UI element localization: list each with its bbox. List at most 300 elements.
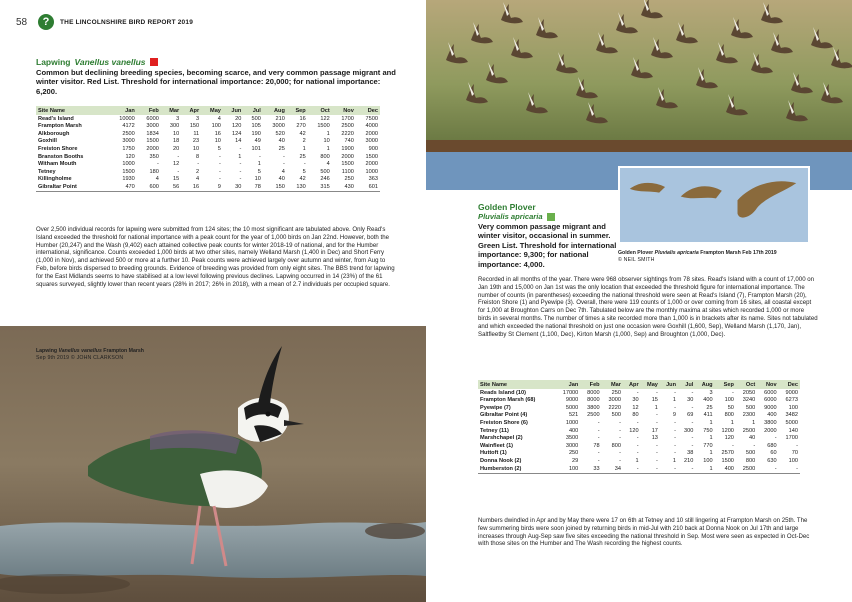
table-row: [36, 161, 380, 169]
count-cell: 120: [231, 123, 242, 130]
lapwing-common-name: Lapwing: [36, 57, 71, 67]
count-cell: -: [623, 465, 641, 473]
table-row: [478, 419, 800, 427]
caption-date-credit: Sep 9th 2019 © JOHN CLARKSON: [36, 354, 124, 361]
count-cell: 1500: [317, 123, 330, 130]
count-cell: 69: [687, 412, 694, 419]
count-cell: 300: [683, 427, 694, 434]
count-cell: 3800: [587, 404, 600, 411]
column-header: Jul: [678, 380, 695, 389]
column-header: Nov: [757, 380, 778, 389]
count-cell: 400: [703, 397, 713, 404]
golden-plover-body-text-2: Numbers dwindled in Apr and by May there were 17 on 6th at Tetney and 10 still lingering at Frampton Marsh on 25th. The few summering birds were soon joined by returning birds in mid-Jul with 210 back at Donna Nook on Jul 17th and large increases through Aug-Sep saw five sites exceeding the national threshold in Sep. Most were seen as expected in Oct-Dec with those sites on the Humber and The Wash recording the highest counts.: [478, 517, 810, 548]
count-cell: 1: [257, 161, 261, 168]
count-cell: 210: [275, 115, 285, 122]
site-name-cell: Gibraltar Point (4): [480, 412, 528, 419]
count-cell: 2000: [764, 427, 777, 434]
count-cell: 4: [217, 115, 221, 122]
count-cell: 13: [651, 435, 658, 442]
site-name-cell: Frampton Marsh: [38, 123, 82, 130]
count-cell: 1: [730, 419, 734, 426]
site-name-cell: Frampton Marsh (68): [480, 397, 536, 404]
site-name-cell: Tetney: [38, 168, 56, 175]
count-cell: 17000: [562, 389, 579, 396]
count-cell: 1: [695, 465, 714, 473]
count-cell: 20: [235, 115, 242, 122]
count-cell: 2000: [341, 153, 354, 160]
count-cell: 800: [724, 412, 734, 419]
table-row: [36, 138, 380, 146]
count-cell: 8000: [587, 389, 600, 396]
site-name-cell: Gibraltar Point: [36, 183, 108, 191]
gp-caption-location-date: Frampton Marsh Feb 17th 2019: [700, 250, 777, 256]
site-name-cell: Huttoft (1): [480, 450, 507, 457]
count-cell: 17: [651, 427, 658, 434]
caption-species: Lapwing: [36, 348, 58, 354]
count-cell: 680: [767, 442, 777, 449]
lapwing-photo-caption: [36, 348, 156, 361]
column-header: Dec: [779, 380, 800, 389]
count-cell: 5000: [785, 419, 798, 426]
table-row: [36, 145, 380, 153]
count-cell: 1750: [122, 145, 135, 152]
count-cell: 2570: [721, 450, 734, 457]
site-name-cell: Tetney (11): [480, 427, 509, 434]
count-cell: 430: [332, 183, 356, 191]
red-square-icon: [150, 58, 158, 66]
count-cell: 101: [251, 145, 261, 152]
count-cell: -: [219, 176, 221, 183]
count-cell: -: [674, 442, 677, 449]
count-cell: -: [597, 419, 600, 426]
gp-caption-scientific: Pluvialis apricaria: [654, 250, 699, 256]
count-cell: -: [674, 419, 677, 426]
count-cell: -: [656, 450, 658, 457]
table-row: [36, 176, 380, 184]
count-cell: 5: [257, 168, 261, 175]
count-cell: 246: [320, 176, 330, 183]
golden-plover-scientific-name: Pluvialis apricaria: [478, 212, 543, 221]
count-cell: -: [757, 465, 778, 473]
count-cell: 11: [193, 130, 200, 137]
count-cell: 4000: [365, 123, 378, 130]
count-cell: 120: [629, 427, 639, 434]
column-header: Apr: [623, 380, 641, 389]
table-row: [36, 123, 380, 131]
count-cell: 40: [749, 435, 756, 442]
count-cell: 10: [192, 145, 200, 152]
count-cell: 3500: [565, 435, 579, 442]
count-cell: -: [619, 435, 621, 442]
table-row: [36, 168, 380, 176]
count-cell: 12: [172, 161, 180, 168]
count-cell: -: [177, 153, 180, 160]
count-cell: 105: [251, 123, 261, 130]
count-cell: 400: [715, 465, 736, 473]
column-header: Feb: [580, 380, 601, 389]
count-cell: -: [636, 450, 639, 457]
count-cell: -: [678, 465, 695, 473]
count-cell: -: [156, 161, 159, 168]
count-cell: 16: [214, 130, 221, 137]
count-cell: 10: [172, 130, 180, 137]
count-cell: 4: [326, 161, 330, 168]
table-header-row: [36, 106, 380, 115]
table-row: [36, 130, 380, 138]
count-cell: 190: [251, 130, 261, 137]
count-cell: 23: [192, 138, 200, 145]
column-header: Mar: [602, 380, 623, 389]
column-header: Mar: [161, 106, 181, 115]
count-cell: 100: [555, 465, 580, 473]
count-cell: 6000: [764, 397, 777, 404]
gp-caption-credit: © NEIL SMITH: [618, 256, 655, 263]
question-mark-circle-icon: ?: [38, 14, 54, 30]
lapwing-heading: [36, 57, 158, 67]
count-cell: -: [282, 161, 285, 168]
count-cell: 3000: [565, 442, 579, 449]
site-name-cell: Killingholme: [38, 176, 72, 183]
column-header: Site Name: [36, 106, 108, 115]
count-cell: 100: [724, 397, 734, 404]
column-header: Jun: [223, 106, 243, 115]
count-cell: 600: [137, 183, 161, 191]
count-cell: 270: [296, 123, 306, 130]
count-cell: -: [197, 161, 200, 168]
count-cell: 10: [323, 138, 330, 145]
count-cell: 1834: [146, 130, 159, 137]
count-cell: 9000: [565, 397, 579, 404]
count-cell: 30: [687, 397, 694, 404]
count-cell: 78: [593, 442, 600, 449]
count-cell: 124: [231, 130, 242, 137]
count-cell: 70: [791, 450, 798, 457]
count-cell: -: [619, 427, 621, 434]
count-cell: 3482: [785, 412, 798, 419]
column-header: Oct: [308, 106, 332, 115]
count-cell: -: [177, 168, 180, 175]
golden-plover-inset-photo: [618, 166, 810, 244]
table-row: [478, 465, 800, 473]
count-cell: 30: [223, 183, 243, 191]
count-cell: -: [597, 457, 600, 464]
count-cell: -: [239, 145, 242, 152]
table-row: [478, 457, 800, 465]
count-cell: 1900: [341, 145, 354, 152]
count-cell: 5: [217, 145, 221, 152]
count-cell: 150: [263, 183, 287, 191]
count-cell: 2050: [742, 389, 756, 396]
table-row: [36, 183, 380, 191]
site-name-cell: Goxhill: [38, 138, 57, 145]
count-cell: 1500: [146, 138, 159, 145]
count-cell: 15: [172, 176, 180, 183]
count-cell: 2500: [341, 123, 354, 130]
count-cell: 1500: [341, 161, 354, 168]
count-cell: 1700: [785, 435, 798, 442]
lapwing-scientific-name: Vanellus vanellus: [74, 57, 146, 67]
count-cell: 521: [568, 412, 579, 419]
count-cell: 3000: [146, 123, 159, 130]
count-cell: 100: [788, 404, 798, 411]
column-header: Aug: [263, 106, 287, 115]
count-cell: 10: [254, 176, 261, 183]
count-cell: 800: [745, 457, 756, 464]
column-header: May: [641, 380, 660, 389]
count-cell: 6000: [146, 115, 159, 122]
count-cell: 900: [368, 145, 378, 152]
site-name-cell: Marshchapel (2): [480, 435, 523, 442]
count-cell: 470: [108, 183, 137, 191]
column-header: Jan: [555, 380, 580, 389]
count-cell: 100: [211, 123, 221, 130]
count-cell: -: [732, 389, 734, 396]
count-cell: 120: [125, 153, 135, 160]
column-header: Dec: [356, 106, 380, 115]
count-cell: -: [619, 457, 621, 464]
site-name-cell: Wainfleet (1): [480, 442, 514, 449]
golden-plover-count-table: [478, 380, 800, 474]
count-cell: 1: [654, 404, 658, 411]
lapwing-body-text: Over 2,500 individual records for lapwing were submitted from 124 sites; the 10 most significant are tabulated above. Only Read's Island exceeded the threshold for national importance with a peak count for the year of 1,000 birds on Jan 22nd. However, both the Humber (20,247) and the Wash (9,402) each attained collective peak counts for winter 2018-19 of national, and for the Humber international, significance. Counts exceeded 1,000 birds at two other sites, namely Welland Marsh (1,400 in Dec) and Short Ferry (1,000 in Nov), and achieved 500 or more at a further 10. Peak counts were achieved largely over autumn and winter, from Aug to Feb, before birds dispersed to breeding grounds. Evidence of breeding was provided from only eight sites. The BBS trend for lapwing for the East Midlands seems to have stabilised at a low level following previous declines. Lapwing occurred in 14 (23%) of the 61 squares surveyed, slightly lower than recent years (28% in 2017; 26% in 2018), with a mean of 2.7 individuals per occupied square.: [36, 226, 395, 288]
count-cell: -: [674, 389, 677, 396]
count-cell: -: [597, 450, 600, 457]
page-number: 58: [16, 16, 28, 28]
count-cell: 4172: [122, 123, 135, 130]
count-cell: -: [636, 419, 639, 426]
count-cell: 411: [703, 412, 713, 419]
table-row: [478, 435, 800, 443]
count-cell: 250: [611, 389, 621, 396]
count-cell: 500: [251, 115, 261, 122]
count-cell: 1: [326, 130, 330, 137]
count-cell: 1: [709, 450, 713, 457]
count-cell: -: [597, 427, 600, 434]
waders-flock-photo: [426, 0, 852, 190]
count-cell: 14: [235, 138, 242, 145]
count-cell: 18: [172, 138, 180, 145]
count-cell: 2000: [365, 161, 378, 168]
column-header: Sep: [715, 380, 736, 389]
caption-location: Frampton Marsh: [103, 348, 144, 354]
count-cell: 363: [368, 176, 378, 183]
site-name-cell: Pyewipe (7): [480, 404, 511, 411]
table-row: [478, 442, 800, 450]
count-cell: 1: [672, 457, 677, 464]
count-cell: -: [674, 404, 677, 411]
table-row: [36, 115, 380, 123]
count-cell: 1: [326, 145, 330, 152]
count-cell: 2220: [608, 404, 621, 411]
count-cell: 1: [238, 153, 242, 160]
golden-plover-name-line: [478, 212, 555, 221]
count-cell: -: [656, 442, 658, 449]
count-cell: 49: [254, 138, 261, 145]
count-cell: 3000: [122, 138, 135, 145]
count-cell: 2: [196, 168, 200, 175]
count-cell: 3: [176, 115, 180, 122]
count-cell: 3800: [764, 419, 777, 426]
golden-plover-heading: [478, 202, 536, 212]
column-header: Aug: [695, 380, 714, 389]
caption-scientific: Vanellus vanellus: [58, 348, 102, 354]
count-cell: -: [619, 419, 621, 426]
count-cell: -: [796, 442, 798, 449]
count-cell: -: [303, 161, 306, 168]
count-cell: 20: [172, 145, 180, 152]
count-cell: -: [691, 442, 694, 449]
green-square-icon: [547, 213, 555, 221]
lapwing-count-table: [36, 106, 380, 192]
count-cell: 2500: [742, 427, 756, 434]
column-header: Feb: [137, 106, 161, 115]
count-cell: 4: [196, 176, 200, 183]
count-cell: 210: [683, 457, 694, 464]
column-header: Sep: [287, 106, 308, 115]
site-name-cell: Branston Booths: [38, 153, 84, 160]
count-cell: -: [753, 442, 756, 449]
count-cell: 400: [767, 412, 777, 419]
count-cell: 120: [724, 435, 734, 442]
count-cell: 9000: [764, 404, 777, 411]
count-cell: 1000: [565, 419, 579, 426]
count-cell: -: [674, 450, 677, 457]
count-cell: 60: [770, 450, 777, 457]
count-cell: 400: [568, 427, 579, 434]
table-header-row: [478, 380, 800, 389]
column-header: May: [201, 106, 223, 115]
column-header: Jul: [243, 106, 263, 115]
count-cell: 750: [703, 427, 713, 434]
count-cell: 630: [767, 457, 777, 464]
count-cell: -: [691, 435, 694, 442]
count-cell: 2300: [742, 412, 756, 419]
count-cell: 10: [214, 138, 221, 145]
site-name-cell: Donna Nook (2): [480, 457, 522, 464]
count-cell: 2000: [365, 130, 378, 137]
count-cell: 500: [745, 404, 756, 411]
count-cell: 500: [745, 450, 756, 457]
column-header: Apr: [181, 106, 201, 115]
count-cell: 25: [706, 404, 713, 411]
count-cell: 601: [356, 183, 380, 191]
page-header: [16, 14, 193, 30]
count-cell: 100: [703, 457, 713, 464]
count-cell: -: [674, 435, 677, 442]
column-header: Jun: [660, 380, 678, 389]
table-row: [478, 389, 800, 397]
count-cell: 1500: [721, 457, 734, 464]
count-cell: 1: [672, 397, 677, 404]
count-cell: -: [641, 465, 660, 473]
column-header: Jan: [108, 106, 137, 115]
count-cell: 3240: [742, 397, 756, 404]
count-cell: -: [656, 419, 658, 426]
count-cell: 250: [344, 176, 354, 183]
table-row: [478, 404, 800, 412]
lapwing-photo: [0, 326, 426, 602]
count-cell: -: [691, 404, 694, 411]
site-name-cell: Freiston Shore (6): [480, 419, 528, 426]
count-cell: 9: [201, 183, 223, 191]
count-cell: 25: [299, 153, 306, 160]
count-cell: 8: [196, 153, 200, 160]
golden-plover-common-name: Golden Plover: [478, 202, 536, 212]
count-cell: -: [239, 168, 242, 175]
report-title: THE LINCOLNSHIRE BIRD REPORT 2019: [60, 18, 194, 26]
count-cell: -: [656, 412, 658, 419]
count-cell: 38: [687, 450, 694, 457]
count-cell: 800: [611, 442, 621, 449]
count-cell: 50: [727, 404, 734, 411]
count-cell: 1: [752, 419, 756, 426]
count-cell: 1100: [341, 168, 354, 175]
count-cell: 12: [632, 404, 639, 411]
column-header: Nov: [332, 106, 356, 115]
count-cell: 25: [278, 145, 285, 152]
count-cell: 2000: [146, 145, 159, 152]
count-cell: 10000: [119, 115, 135, 122]
count-cell: 16: [181, 183, 201, 191]
count-cell: 3000: [272, 123, 285, 130]
count-cell: 1500: [122, 168, 135, 175]
count-cell: -: [636, 442, 639, 449]
count-cell: 520: [275, 130, 285, 137]
count-cell: -: [619, 450, 621, 457]
count-cell: -: [219, 161, 221, 168]
count-cell: -: [691, 389, 694, 396]
count-cell: 2220: [341, 130, 354, 137]
golden-plover-status: Very common passage migrant and winter visitor, occasional in summer. Green List. Threshold for international importance: 9,300; for national importance: 4,000.: [478, 222, 617, 269]
count-cell: 15: [651, 397, 658, 404]
count-cell: 2500: [587, 412, 600, 419]
count-cell: -: [774, 435, 777, 442]
site-name-cell: Reads Island (10): [480, 389, 527, 396]
count-cell: 1: [709, 419, 713, 426]
count-cell: 2500: [736, 465, 757, 473]
count-cell: 1700: [341, 115, 354, 122]
count-cell: 140: [788, 427, 798, 434]
count-cell: -: [219, 153, 221, 160]
count-cell: 3: [709, 389, 713, 396]
count-cell: -: [636, 435, 639, 442]
count-cell: 33: [580, 465, 601, 473]
count-cell: 2: [302, 138, 306, 145]
table-row: [478, 397, 800, 405]
table-row: [478, 450, 800, 458]
count-cell: 30: [632, 397, 639, 404]
count-cell: 2500: [122, 130, 135, 137]
count-cell: -: [732, 442, 734, 449]
count-cell: 122: [320, 115, 330, 122]
count-cell: -: [597, 435, 600, 442]
count-cell: 1: [635, 457, 639, 464]
count-cell: 500: [320, 168, 330, 175]
table-row: [36, 153, 380, 161]
golden-plover-body-text: Recorded in all months of the year. There were 968 observer sightings from 78 sites. Read's Island with a count of 17,000 on Jan 19th and 15,000 on Jan 1st was the only location that exceeded the threshold figure for international importance. The number of counts (in parentheses) exceeding the national threshold were seen at Read's Island (7), Frampton Marsh (20), Freiston Shore (1) and Pyewipe (3). Overall, there were 119 counts of 1,000 or over coming from 16 sites, all coastal except for 1,000 at Broughton Carrs on Dec 7th. Tabulated below are the monthly maxima at sites which recorded 1,000 or more birds in several months. The number of times a site recorded more than 1,000 is in brackets after its name. Sites not tabulated and which exceeded the national threshold on just one occasion were Goxhill (1,600, Sep), Welland Marsh (1,170, Jan), Saltfleetby St Clement (1,100, Dec), Kirton Marsh (1,000, Sep) and Broughton (1,000, Dec).: [478, 276, 818, 338]
site-name-cell: Witham Mouth: [38, 161, 77, 168]
count-cell: 315: [308, 183, 332, 191]
count-cell: 56: [161, 183, 181, 191]
site-name-cell: Humberston (2): [478, 465, 555, 473]
count-cell: 800: [320, 153, 330, 160]
count-cell: 9000: [785, 389, 798, 396]
count-cell: 4: [155, 176, 159, 183]
lapwing-status: Common but declining breeding species, becoming scarce, and very common passage migrant and winter visitor. Red List. Threshold for international importance: 20,000; for national importance: 6,200.: [36, 68, 396, 96]
count-cell: 78: [243, 183, 263, 191]
count-cell: 250: [568, 450, 579, 457]
count-cell: 3000: [608, 397, 621, 404]
